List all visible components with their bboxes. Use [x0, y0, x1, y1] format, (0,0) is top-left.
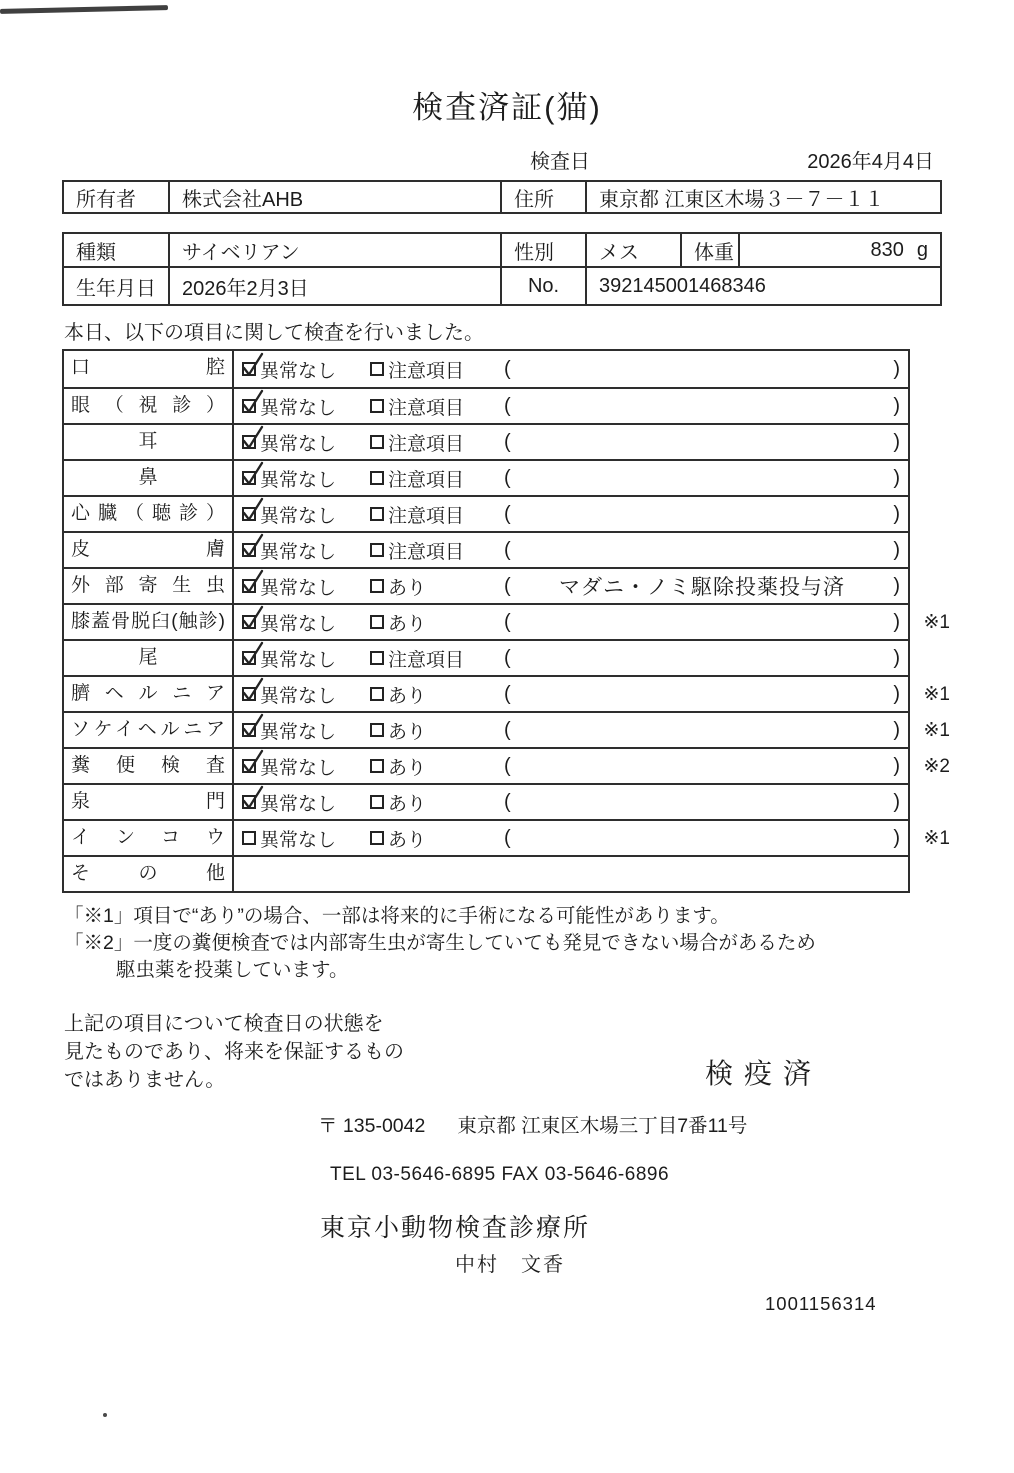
veterinarian-name: 中村 文香: [455, 1254, 565, 1276]
disclaimer-line-2: 見たものであり、将来を保証するもの: [64, 1041, 404, 1063]
checklist-item-label: 泉門: [64, 785, 234, 819]
checkbox-label: あり: [388, 613, 427, 635]
checkbox-option: [242, 789, 370, 816]
result-field: [504, 358, 908, 381]
result-field: [504, 539, 908, 562]
sex-label: 性別: [501, 233, 586, 267]
checkbox-label: 注意項目: [388, 360, 465, 382]
check-mark-icon: [240, 351, 266, 379]
check-mark-icon: [240, 712, 266, 740]
weight-value: [739, 233, 941, 267]
checkbox-checked: [242, 615, 256, 629]
paren-open: (: [504, 357, 511, 380]
no-value: 392145001468346: [586, 267, 941, 305]
footnote-2: 「※2」一度の糞便検査では内部寄生虫が寄生していても発見できない場合があるため: [64, 932, 816, 954]
checkbox-unchecked: [370, 759, 384, 773]
checklist-item-label: 臍ヘルニア: [64, 677, 234, 711]
disclaimer-line-3: ではありません。: [64, 1069, 226, 1091]
checkbox-label: 注意項目: [388, 649, 465, 671]
pet-table: [62, 232, 942, 306]
checkbox-checked: [242, 362, 256, 376]
checklist-row: [64, 855, 908, 891]
result-field: [504, 647, 908, 670]
owner-table: [62, 180, 942, 214]
weight-number: 830: [870, 238, 904, 261]
checklist-item-content: [234, 351, 908, 387]
paren-open: (: [504, 394, 511, 417]
checkbox-option: [242, 609, 370, 636]
no-label: No.: [501, 267, 586, 305]
paren-close: ): [893, 466, 900, 489]
checkbox-option: [370, 645, 504, 672]
check-mark-icon: [240, 676, 266, 704]
checklist-item-content: [234, 749, 908, 783]
paren-close: ): [893, 610, 900, 633]
checkbox-label: 異常なし: [260, 721, 337, 743]
checkbox-label: 異常なし: [260, 360, 337, 382]
paren-open: (: [504, 718, 511, 741]
checkbox-label: 異常なし: [260, 685, 337, 707]
clinic-name: 東京小動物検査診療所: [320, 1214, 591, 1242]
checkbox-label: 異常なし: [260, 613, 337, 635]
checkbox-label: 異常なし: [260, 829, 337, 851]
checkbox-checked: [242, 795, 256, 809]
checklist-table: [62, 349, 950, 893]
result-field: [504, 791, 908, 814]
checklist-item-label: ソケイヘルニア: [64, 713, 234, 747]
owner-label: 所有者: [63, 181, 169, 213]
checkbox-option: [242, 573, 370, 600]
owner-value: 株式会社AHB: [169, 181, 501, 213]
checklist-item-content: [234, 425, 908, 459]
paren-open: (: [504, 466, 511, 489]
paren-open: (: [504, 574, 511, 597]
clinic-address: 東京都 江東区木場三丁目7番11号: [457, 1115, 748, 1137]
checklist-row: [64, 531, 908, 567]
paren-open: (: [504, 790, 511, 813]
checkbox-option: [242, 393, 370, 420]
check-mark-icon: [240, 424, 266, 452]
checkbox-unchecked: [370, 615, 384, 629]
checkbox-label: 異常なし: [260, 505, 337, 527]
checkbox-label: あり: [388, 757, 427, 779]
paren-open: (: [504, 682, 511, 705]
checklist-row: [64, 711, 950, 747]
checkbox-label: 注意項目: [388, 505, 465, 527]
checkbox-option: [370, 717, 504, 744]
footnote-2-continued: 駆虫薬を投薬しています。: [116, 959, 349, 981]
checklist-row: [64, 387, 908, 423]
clinic-tel-fax: TEL 03-5646-6895 FAX 03-5646-6896: [330, 1164, 670, 1185]
checkbox-option: [370, 789, 504, 816]
paren-close: ): [893, 754, 900, 777]
checkbox-label: 異常なし: [260, 757, 337, 779]
checkbox-label: 異常なし: [260, 469, 337, 491]
paren-close: ): [893, 430, 900, 453]
checkbox-checked: [242, 543, 256, 557]
checkbox-label: 注意項目: [388, 469, 465, 491]
checklist-row: [64, 423, 908, 459]
inspection-date-label: 検査日: [530, 151, 590, 173]
checklist-item-label: 眼（視診）: [64, 389, 234, 423]
birth-label: 生年月日: [63, 267, 169, 305]
checkbox-unchecked: [370, 435, 384, 449]
checkbox-option: [370, 501, 504, 528]
checklist-item-label: 糞便検査: [64, 749, 234, 783]
checkbox-checked: [242, 471, 256, 485]
result-field: [504, 683, 908, 706]
checkbox-option: [242, 537, 370, 564]
checkbox-checked: [242, 399, 256, 413]
checkbox-option: [242, 825, 370, 852]
check-mark-icon: [240, 784, 266, 812]
checkbox-label: あり: [388, 721, 427, 743]
sex-value: メス: [586, 233, 681, 267]
paren-open: (: [504, 646, 511, 669]
checkbox-label: 異常なし: [260, 433, 337, 455]
result-field: [504, 503, 908, 526]
checkbox-option: [242, 717, 370, 744]
checkbox-unchecked: [370, 362, 384, 376]
check-mark-icon: [240, 748, 266, 776]
checkbox-checked: [242, 723, 256, 737]
reference-mark: ※2: [923, 756, 950, 777]
bottom-section: [64, 1010, 822, 1094]
paren-open: (: [504, 754, 511, 777]
checklist-item-content: [234, 821, 908, 855]
result-field: [504, 431, 908, 454]
checkbox-option: [370, 429, 504, 456]
checkbox-checked: [242, 507, 256, 521]
checkbox-label: 注意項目: [388, 541, 465, 563]
checklist-row: [64, 747, 950, 783]
checkbox-unchecked: [370, 399, 384, 413]
check-mark-icon: [240, 640, 266, 668]
disclaimer: [64, 1010, 404, 1094]
page-title: 検査済証(猫): [412, 90, 602, 125]
checklist-item-content: [234, 713, 908, 747]
checkbox-option: [242, 356, 370, 383]
checkbox-unchecked: [370, 831, 384, 845]
checklist-item-label: 外部寄生虫: [64, 569, 234, 603]
reference-mark: ※1: [923, 684, 950, 705]
checklist-item-content: [234, 605, 908, 639]
checklist-row: [64, 675, 950, 711]
result-field: [504, 611, 908, 634]
intro-text: 本日、以下の項目に関して検査を行いました。: [64, 322, 484, 344]
quarantine-stamp: 検疫済: [704, 1058, 822, 1089]
checkbox-option: [370, 573, 504, 600]
paren-open: (: [504, 538, 511, 561]
checklist-item-label: その他: [64, 857, 234, 891]
checkbox-option: [370, 393, 504, 420]
address-value: 東京都 江東区木場３－７－１１: [586, 181, 941, 213]
checkbox-option: [370, 537, 504, 564]
checkbox-unchecked: [370, 507, 384, 521]
result-field: [504, 467, 908, 490]
result-field: [504, 755, 908, 778]
checkbox-option: [370, 465, 504, 492]
checklist-row: [64, 603, 950, 639]
reference-mark: ※1: [923, 828, 950, 849]
checkbox-label: あり: [388, 577, 427, 599]
checkbox-checked: [242, 651, 256, 665]
paren-close: ): [893, 646, 900, 669]
result-field: [504, 827, 908, 850]
result-field: [504, 719, 908, 742]
paren-close: ): [893, 394, 900, 417]
birth-value: 2026年2月3日: [169, 267, 501, 305]
paren-open: (: [504, 430, 511, 453]
checkbox-option: [370, 753, 504, 780]
inspection-date-row: [62, 145, 940, 174]
checkbox-label: 異常なし: [260, 541, 337, 563]
checkbox-label: あり: [388, 829, 427, 851]
paren-close: ): [893, 574, 900, 597]
checklist-item-label: 膝蓋骨脱臼(触診): [64, 605, 234, 639]
checklist-item-content: [234, 533, 908, 567]
checkbox-option: [242, 429, 370, 456]
species-value: サイベリアン: [169, 233, 501, 267]
checklist-item-label: インコウ: [64, 821, 234, 855]
checklist-row: [64, 819, 950, 855]
checklist-item-label: 心臓（聴診）: [64, 497, 234, 531]
check-mark-icon: [240, 460, 266, 488]
paren-close: ): [893, 718, 900, 741]
checkbox-option: [242, 465, 370, 492]
checkbox-option: [242, 645, 370, 672]
address-label: 住所: [501, 181, 586, 213]
checkbox-label: 注意項目: [388, 397, 465, 419]
document-number: 1001156314: [765, 1293, 877, 1314]
checkbox-unchecked: [370, 723, 384, 737]
clinic-address-line: [318, 1110, 1014, 1138]
disclaimer-line-1: 上記の項目について検査日の状態を: [64, 1013, 384, 1035]
inspection-date-value: 2026年4月4日: [807, 151, 934, 173]
checklist-item-label: 尾: [64, 641, 234, 675]
checkbox-unchecked: [370, 687, 384, 701]
checkbox-unchecked: [370, 471, 384, 485]
checkbox-option: [370, 609, 504, 636]
result-field: [504, 571, 908, 601]
checkbox-option: [370, 825, 504, 852]
checkbox-unchecked: [370, 579, 384, 593]
paren-close: ): [893, 357, 900, 380]
checklist-row: [64, 459, 908, 495]
paren-close: ): [893, 502, 900, 525]
scan-artifact: [103, 1413, 107, 1417]
checkbox-label: あり: [388, 685, 427, 707]
checkbox-checked: [242, 579, 256, 593]
owner-row: [63, 181, 941, 213]
checkbox-label: 異常なし: [260, 397, 337, 419]
checkbox-checked: [242, 435, 256, 449]
checklist-item-content: [234, 785, 908, 819]
check-mark-icon: [240, 532, 266, 560]
check-mark-icon: [240, 496, 266, 524]
checklist-row: [64, 567, 908, 603]
checklist-item-label: 口腔: [64, 351, 234, 387]
footnotes: [64, 903, 1014, 984]
paren-close: ): [893, 682, 900, 705]
checkbox-unchecked: [370, 795, 384, 809]
checkbox-option: [242, 681, 370, 708]
checkbox-label: 異常なし: [260, 793, 337, 815]
species-label: 種類: [63, 233, 169, 267]
checkbox-option: [370, 681, 504, 708]
reference-mark: ※1: [923, 720, 950, 741]
checklist-item-content: [234, 857, 908, 891]
pet-row-1: [63, 233, 941, 267]
result-field: [504, 395, 908, 418]
checkbox-option: [242, 501, 370, 528]
checklist-item-label: 耳: [64, 425, 234, 459]
checklist-item-label: 皮膚: [64, 533, 234, 567]
weight-unit: g: [916, 238, 928, 261]
checkbox-label: 異常なし: [260, 577, 337, 599]
checklist-row: [64, 639, 908, 675]
checklist-item-label: 鼻: [64, 461, 234, 495]
paren-open: (: [504, 610, 511, 633]
checklist-item-content: [234, 389, 908, 423]
checkbox-option: [242, 753, 370, 780]
checklist-row: [64, 495, 908, 531]
checkbox-label: 注意項目: [388, 433, 465, 455]
checkbox-unchecked: [242, 831, 256, 845]
footnote-1: 「※1」項目で“あり”の場合、一部は将来的に手術になる可能性があります。: [64, 905, 730, 927]
checkbox-checked: [242, 687, 256, 701]
checklist-item-content: [234, 569, 908, 603]
paren-close: ): [893, 826, 900, 849]
result-text: マダニ・ノミ駆除投薬投与済: [559, 576, 845, 599]
pet-row-2: [63, 267, 941, 305]
check-mark-icon: [240, 604, 266, 632]
check-mark-icon: [240, 568, 266, 596]
checkbox-unchecked: [370, 651, 384, 665]
postal-code: 〒 135-0042: [318, 1115, 426, 1137]
checklist-item-content: [234, 461, 908, 495]
paren-close: ): [893, 538, 900, 561]
reference-mark: ※1: [923, 612, 950, 633]
checklist-row: [64, 783, 908, 819]
checkbox-checked: [242, 759, 256, 773]
weight-label: 体重: [681, 233, 739, 267]
checklist-row: [64, 351, 908, 387]
checklist-item-content: [234, 497, 908, 531]
checklist-item-content: [234, 677, 908, 711]
paren-close: ): [893, 790, 900, 813]
checkbox-option: [370, 356, 504, 383]
checklist-item-content: [234, 641, 908, 675]
checkbox-label: あり: [388, 793, 427, 815]
checkbox-label: 異常なし: [260, 649, 337, 671]
check-mark-icon: [240, 388, 266, 416]
checkbox-unchecked: [370, 543, 384, 557]
paren-open: (: [504, 826, 511, 849]
paren-open: (: [504, 502, 511, 525]
